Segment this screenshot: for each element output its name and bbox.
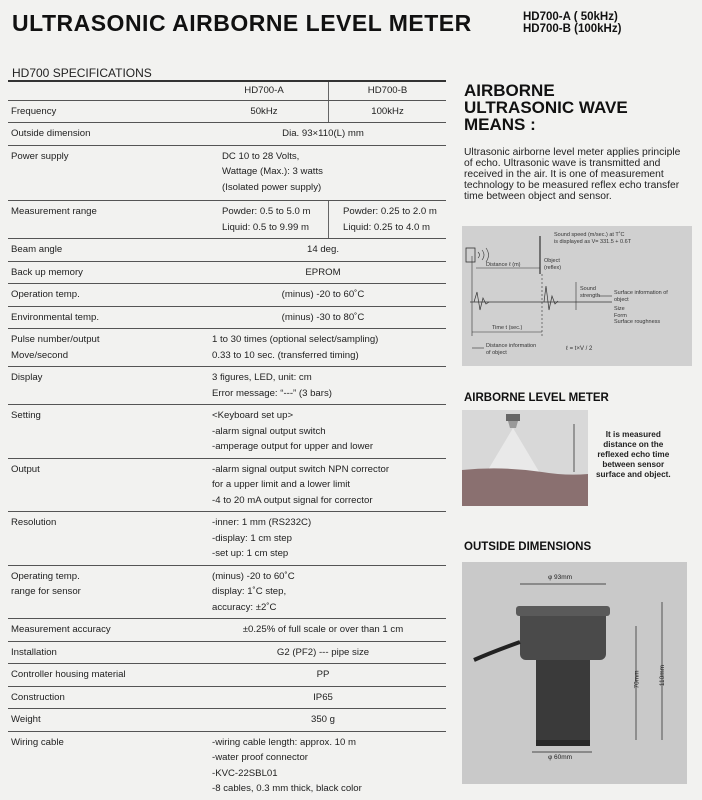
model-b: HD700-B (100kHz)	[523, 23, 622, 35]
table-row: Operation temp. (minus) -20 to 60˚C	[8, 284, 446, 307]
wave-icon	[478, 248, 489, 262]
distance-info-label: Distance information of object	[486, 343, 537, 356]
document-title: ULTRASONIC AIRBORNE LEVEL METER	[12, 10, 472, 36]
sensor-face	[536, 740, 590, 746]
table-row: Display 3 figures, LED, unit: cm Error message: “---” (3 bars)	[8, 367, 446, 405]
level-meter-illustration	[462, 410, 588, 506]
dimensions-photo	[462, 562, 687, 784]
sensor-head-icon	[506, 414, 520, 421]
dim-top-label: φ 93mm	[548, 574, 573, 581]
spec-title: HD700 SPECIFICATIONS	[12, 66, 152, 80]
table-row: Frequency 50kHz 100kHz	[8, 100, 446, 123]
table-row: Setting <Keyboard set up> -alarm signal output switch -amperage output for upper and lower	[8, 405, 446, 459]
distance-formula: ℓ = t×V / 2	[566, 346, 593, 352]
table-row: Installation G2 (PF2) --- pipe size	[8, 641, 446, 664]
model-list	[523, 11, 621, 35]
table-row: Power supply DC 10 to 28 Volts, Wattage (Max.): 3 watts (Isolated power supply)	[8, 145, 446, 201]
table-row: Back up memory EPROM	[8, 261, 446, 284]
table-row: Wiring cable -wiring cable length: approx. 10 m -water proof connector -KVC-22SBL01 -8 cables, 0.3 mm thick, black color	[11, 736, 362, 794]
echo-pulse	[544, 286, 558, 310]
housing-rim	[516, 606, 610, 616]
table-row: Construction IP65	[8, 686, 446, 709]
table-row: Controller housing material PP	[8, 664, 446, 687]
surface-info-label: Surface information of object	[614, 290, 668, 303]
spec-table	[8, 80, 446, 800]
sound-speed-note: Sound speed (m/sec.) at T˚C is displayed as V= 331.5 + 0.6T	[554, 232, 632, 245]
table-row: Outside dimension Dia. 93×110(L) mm	[8, 123, 446, 146]
dimensions-heading: OUTSIDE DIMENSIONS	[464, 541, 592, 553]
emitted-pulse	[474, 292, 489, 310]
column-b-header: HD700-B	[329, 81, 447, 100]
table-row: Operating temp. range for sensor (minus) -20 to 60˚C display: 1˚C step, accuracy: ±2˚C	[8, 565, 446, 619]
dimensions-svg	[462, 562, 687, 784]
level-meter-svg	[462, 410, 588, 506]
model-a: HD700-A ( 50kHz)	[523, 11, 618, 23]
material-icon	[462, 468, 588, 506]
table-row: Measurement range Powder: 0.5 to 5.0 m Liquid: 0.5 to 9.99 m Powder: 0.25 to 2.0 m Liquid: 0.25 to 4.0 m	[8, 201, 446, 239]
object-label: Object (reflex)	[544, 258, 562, 271]
table-header-row	[8, 81, 446, 100]
table-row: Resolution -inner: 1 mm (RS232C) -display: 1 cm step -set up: 1 cm step	[8, 512, 446, 566]
table-row: Measurement accuracy ±0.25% of full scale or over than 1 cm	[8, 619, 446, 642]
section-heading-wave: AIRBORNE ULTRASONIC WAVE MEANS :	[464, 81, 628, 134]
dim-height1-label: 70mm	[633, 670, 641, 689]
wave-description: Ultrasonic airborne level meter applies principle of echo. Ultrasonic wave is transmitted and received in the air. It is one of measurement technology to be measured reflex echo transfer time between object and sensor.	[464, 147, 681, 202]
table-row: Output -alarm signal output switch NPN corrector for a upper limit and a lower limit -4 to 20 mA output signal for corrector	[8, 458, 446, 512]
cable-icon	[474, 642, 520, 660]
dim-height2-label: 110mm	[659, 664, 667, 687]
sensor-nozzle-icon	[508, 421, 518, 428]
dim-bottom-label: φ 60mm	[548, 754, 573, 761]
table-row: Beam angle 14 deg.	[8, 239, 446, 262]
level-meter-caption: It is measured distance on the reflexed echo time between sensor surface and object.	[596, 430, 671, 479]
table-row: Environmental temp. (minus) -30 to 80˚C	[8, 306, 446, 329]
table-row: Weight 350 g	[8, 709, 446, 732]
sound-strength-label: Sound strength	[580, 286, 600, 299]
sensor-icon	[466, 248, 475, 262]
column-a-header: HD700-A	[200, 81, 329, 100]
table-row: Pulse number/output Move/second 1 to 30 times (optional select/sampling) 0.33 to 10 sec. (transferred timing)	[8, 329, 446, 367]
surface-props: Size Form Surface roughness	[614, 306, 661, 325]
sensor-body	[536, 660, 590, 740]
wave-diagram	[462, 226, 692, 366]
time-label: Time t (sec.)	[492, 325, 523, 331]
distance-label: Distance ℓ (m)	[486, 262, 521, 268]
level-meter-heading: AIRBORNE LEVEL METER	[464, 392, 609, 404]
